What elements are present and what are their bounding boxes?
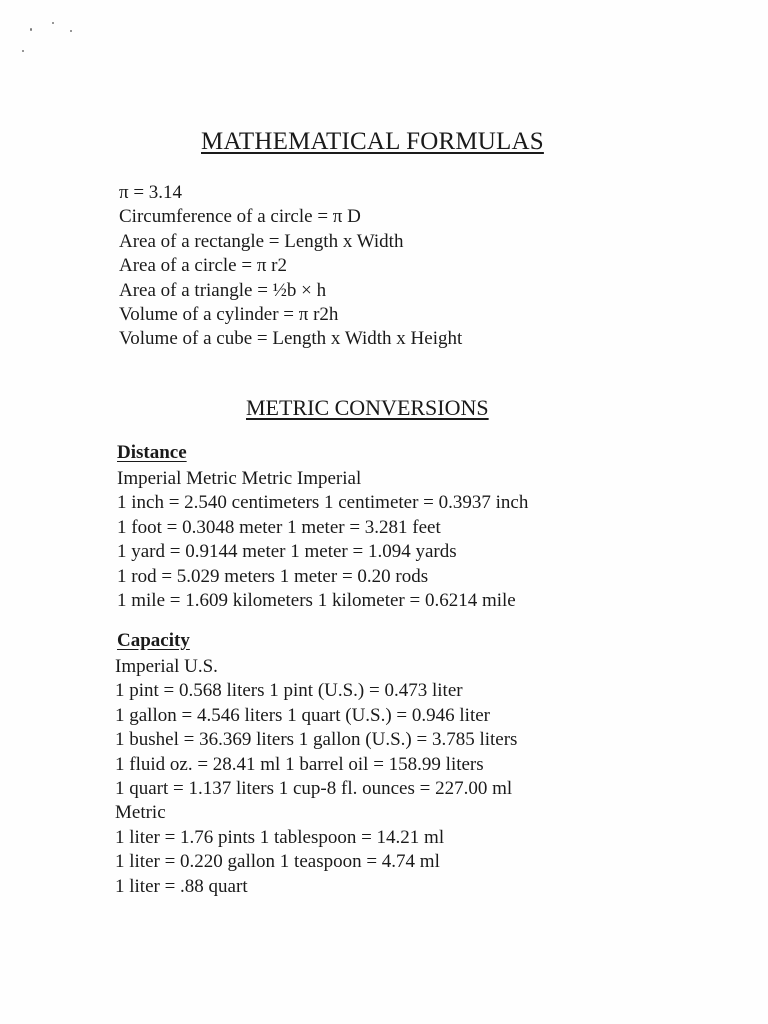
capacity-list [115,655,517,899]
scan-speck [70,30,72,32]
formula-line: Area of a rectangle = Length x Width [119,230,404,252]
scan-speck [22,50,24,52]
capacity-line: 1 liter = 1.76 pints 1 tablespoon = 14.21 ml [115,826,445,848]
capacity-line: 1 quart = 1.137 liters 1 cup-8 fl. ounces = 227.00 ml [115,777,513,799]
distance-line: 1 inch = 2.540 centimeters 1 centimeter = 0.3937 inch [117,492,529,514]
formula-list [119,181,462,352]
formulas-title: MATHEMATICAL FORMULAS [201,128,544,155]
capacity-line: 1 liter = 0.220 gallon 1 teaspoon = 4.74 ml [115,851,440,873]
formula-line: Volume of a cube = Length x Width x Height [119,328,463,350]
distance-line: 1 foot = 0.3048 meter 1 meter = 3.281 feet [117,516,441,538]
scan-speck [52,22,54,24]
capacity-line: 1 pint = 0.568 liters 1 pint (U.S.) = 0.473 liter [115,680,463,702]
capacity-heading: Capacity [117,630,190,651]
capacity-line: 1 fluid oz. = 28.41 ml 1 barrel oil = 158.99 liters [115,753,484,775]
formula-line: Volume of a cylinder = π r2h [119,303,339,325]
formula-line: Area of a circle = π r2 [119,255,287,277]
formula-line: Circumference of a circle = π D [119,206,361,228]
formula-line: π = 3.14 [119,182,183,203]
capacity-line: Metric [115,802,166,824]
distance-line: 1 rod = 5.029 meters 1 meter = 0.20 rods [117,565,429,587]
capacity-line: 1 gallon = 4.546 liters 1 quart (U.S.) = 0.946 liter [115,704,490,726]
formula-line: Area of a triangle = ½b × h [119,279,327,301]
metric-conversions-title: METRIC CONVERSIONS [246,395,489,420]
distance-line: 1 mile = 1.609 kilometers 1 kilometer = 0.6214 mile [117,589,516,611]
capacity-line: Imperial U.S. [115,656,218,677]
capacity-line: 1 bushel = 36.369 liters 1 gallon (U.S.) = 3.785 liters [115,729,518,751]
distance-list [117,467,528,613]
scan-speck [30,28,32,31]
capacity-line: 1 liter = .88 quart [115,875,248,897]
distance-line: 1 yard = 0.9144 meter 1 meter = 1.094 yards [117,541,457,563]
distance-line: Imperial Metric Metric Imperial [117,468,362,489]
distance-heading: Distance [117,442,187,463]
